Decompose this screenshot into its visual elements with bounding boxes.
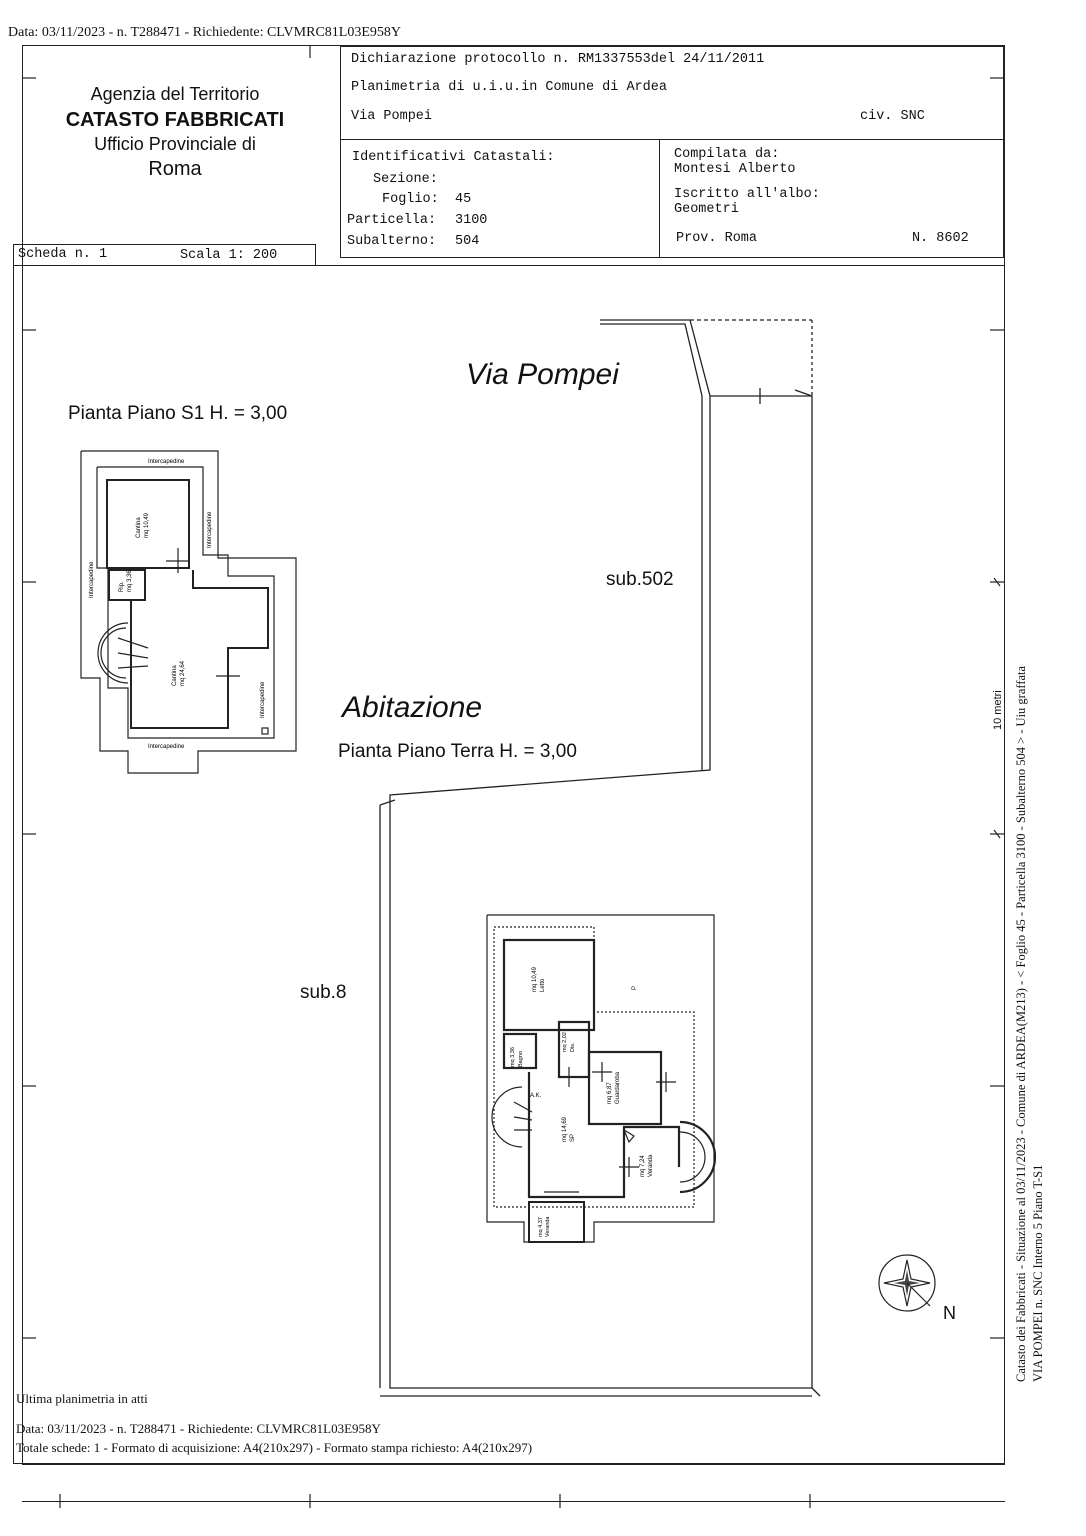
ident-subalterno-label: Subalterno: <box>347 234 437 249</box>
plan-s1 <box>78 448 308 778</box>
s1-cantina2-area: mq 24,64 <box>180 660 186 686</box>
planimetria: Planimetria di u.i.u.in Comune di Ardea <box>351 80 667 95</box>
s1-intercapedine-top: Intercapedine <box>148 459 185 465</box>
compilata-label: Compilata da: <box>674 147 780 162</box>
albo-number: N. 8602 <box>912 231 969 246</box>
compilata-name: Montesi Alberto <box>674 162 796 177</box>
ident-particella-label: Particella: <box>347 213 437 228</box>
header-via: Via Pompei <box>351 109 433 124</box>
pt-letto: Letto <box>540 978 546 992</box>
albo-value: Geometri <box>674 202 739 217</box>
street-label: Via Pompei <box>466 358 619 391</box>
pt-ver1: Veranda <box>648 1154 654 1177</box>
plan-terra <box>484 912 716 1244</box>
albo-label: Iscritto all'albo: <box>674 187 820 202</box>
piano-terra-label: Pianta Piano Terra H. = 3,00 <box>338 741 577 762</box>
s1-cantina1-name: Cantina <box>136 517 142 538</box>
footer-ultima: Ultima planimetria in atti <box>16 1391 148 1406</box>
ident-title: Identificativi Catastali: <box>352 150 555 165</box>
pt-sp: SP <box>570 1133 576 1142</box>
s1-intercapedine-bottom: Intercapedine <box>148 744 185 750</box>
s1-cantina1-area: mq 10,49 <box>144 512 150 538</box>
agency-line1: Agenzia del Territorio <box>90 84 260 104</box>
scheda-scale: Scala 1: 200 <box>180 248 278 263</box>
footer-data: Data: 03/11/2023 - n. T288471 - Richiedente: CLVMRC81L03E958Y <box>16 1421 381 1436</box>
side-text-1: Catasto dei Fabbricati - Situazione al 03/11/2023 - Comune di ARDEA(M213) - < Foglio 45 - Particella 3100 - Subalterno 504 > - Uiu graffata <box>1014 665 1028 1382</box>
pt-ak: A.K. <box>530 1093 542 1099</box>
ident-particella: 3100 <box>455 213 488 228</box>
s1-cantina2-name: Cantina <box>172 665 178 686</box>
agency-line3: Ufficio Provinciale di <box>94 134 256 154</box>
s1-intercapedine-mid: Intercapedine <box>207 511 213 548</box>
pt-letto-area: mq 10,49 <box>532 966 538 992</box>
ident-foglio: 45 <box>455 192 472 207</box>
ident-sezione: Sezione: <box>373 172 438 187</box>
pt-dis: Dis. <box>570 1042 576 1052</box>
pt-ver2-area: mq 4,37 <box>538 1217 544 1237</box>
dichiarazione: Dichiarazione protocollo n. RM1337553del 24/11/2011 <box>351 52 765 67</box>
prov: Prov. Roma <box>676 231 758 246</box>
pt-bagno: Bagno <box>518 1051 524 1067</box>
header-civ: civ. SNC <box>860 109 925 124</box>
pt-p: P <box>632 985 638 990</box>
side-text-2: VIA POMPEI n. SNC Interno 5 Piano T-S1 <box>1031 1164 1045 1382</box>
agency-line4: Roma <box>148 158 202 180</box>
ident-foglio-label: Foglio: <box>382 192 439 207</box>
pt-sp-area: mq 14,69 <box>562 1116 568 1142</box>
north-label: N <box>943 1303 956 1323</box>
top-stamp: Data: 03/11/2023 - n. T288471 - Richiedente: CLVMRC81L03E958Y <box>8 25 402 40</box>
compass-icon <box>872 1248 942 1318</box>
pt-dis-area: mq 2,02 <box>562 1032 568 1052</box>
pt-guard-area: mq 6,87 <box>607 1082 613 1104</box>
agency-line2: CATASTO FABBRICATI <box>65 109 285 131</box>
abitazione-label: Abitazione <box>342 691 483 724</box>
pt-bagno-area: mq 3,36 <box>510 1047 516 1067</box>
s1-rip-area: mq 3,36 <box>127 570 133 592</box>
scale-note: 10 metri <box>992 690 1004 730</box>
footer-totale: Totale schede: 1 - Formato di acquisizione: A4(210x297) - Formato stampa richiesto: A4(210x297) <box>16 1440 533 1455</box>
s1-intercapedine-right: Intercapedine <box>260 681 266 718</box>
sub502-label: sub.502 <box>606 569 674 590</box>
pt-ver1-area: mq 7,24 <box>640 1155 646 1177</box>
sub8-label: sub.8 <box>300 982 347 1003</box>
s1-rip-name: Rip. <box>119 581 125 592</box>
s1-intercapedine-left: Intercapedine <box>89 561 95 598</box>
ident-subalterno: 504 <box>455 234 480 249</box>
pt-ver2: Veranda <box>545 1216 551 1237</box>
piano-s1-label: Pianta Piano S1 H. = 3,00 <box>68 403 288 424</box>
pt-guard: Guardaroba <box>615 1071 621 1104</box>
scheda-number: Scheda n. 1 <box>18 247 108 262</box>
